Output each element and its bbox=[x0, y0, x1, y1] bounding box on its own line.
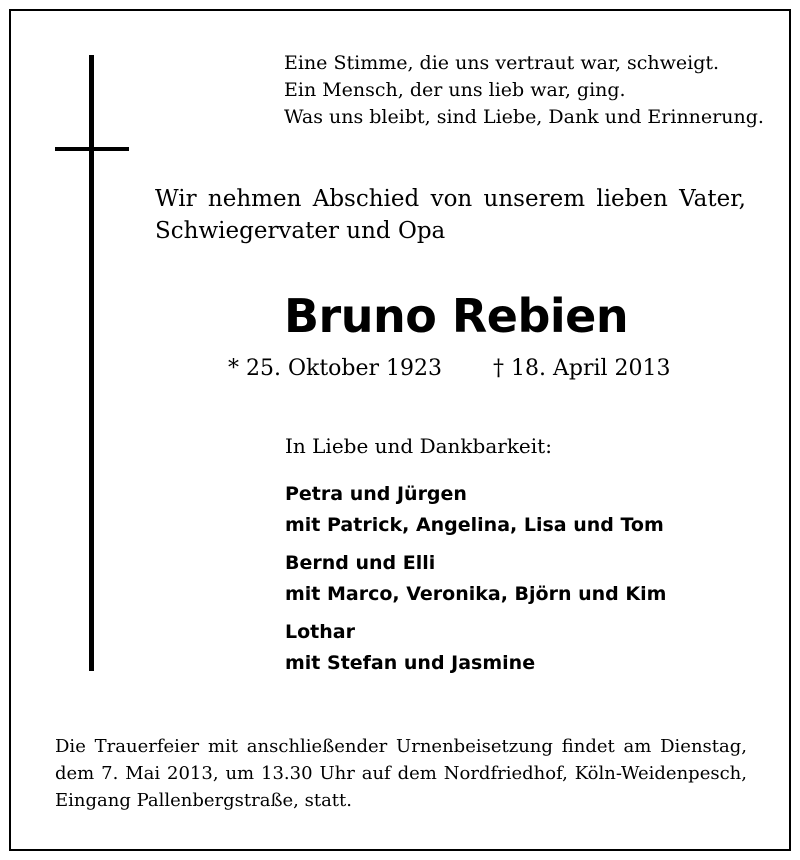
obituary-frame bbox=[9, 9, 791, 851]
mourners-heading: In Liebe und Dankbarkeit: bbox=[285, 434, 552, 458]
birth-date: * 25. Oktober 1923 bbox=[228, 356, 443, 381]
deceased-name: Bruno Rebien bbox=[284, 289, 629, 343]
intro-line: Wir nehmen Abschied von unserem lieben Vater, bbox=[155, 186, 746, 212]
mourners-list bbox=[285, 479, 666, 686]
notice-line: dem 7. Mai 2013, um 13.30 Uhr auf dem Nordfriedhof, Köln-Weidenpesch, bbox=[55, 763, 747, 784]
poem-line: Eine Stimme, die uns vertraut war, schweigt. bbox=[284, 52, 720, 74]
mourner-names: Petra und Jürgen bbox=[285, 483, 467, 505]
farewell-intro bbox=[155, 183, 746, 247]
death-date: † 18. April 2013 bbox=[493, 356, 671, 381]
intro-line: Schwiegervater und Opa bbox=[155, 218, 446, 244]
mourner-group bbox=[285, 479, 666, 541]
mourner-children: mit Patrick, Angelina, Lisa und Tom bbox=[285, 514, 664, 536]
mourner-children: mit Stefan und Jasmine bbox=[285, 652, 536, 674]
cross-horizontal-bar bbox=[55, 147, 129, 151]
mourner-group bbox=[285, 617, 666, 679]
poem-line: Ein Mensch, der uns lieb war, ging. bbox=[284, 79, 626, 101]
notice-line: Die Trauerfeier mit anschließender Urnenbeisetzung findet am Dienstag, bbox=[55, 736, 747, 757]
mourner-children: mit Marco, Veronika, Björn und Kim bbox=[285, 583, 667, 605]
notice-line: Eingang Pallenbergstraße, statt. bbox=[55, 790, 352, 811]
memorial-poem bbox=[284, 50, 764, 131]
service-notice bbox=[55, 733, 747, 814]
mourner-group bbox=[285, 548, 666, 610]
mourner-names: Bernd und Elli bbox=[285, 552, 436, 574]
poem-line: Was uns bleibt, sind Liebe, Dank und Erinnerung. bbox=[284, 106, 764, 128]
mourner-names: Lothar bbox=[285, 621, 355, 643]
